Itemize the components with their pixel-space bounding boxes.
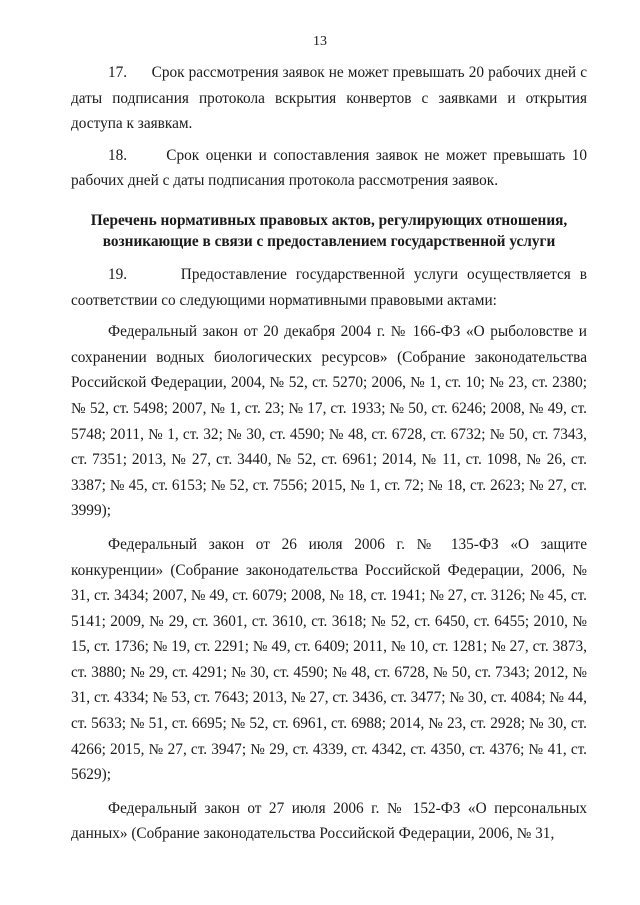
law-152-fz-paragraph: Федеральный закон от 27 июля 2006 г. № 152-ФЗ «О персональных данных» (Собрание законодательства Российской Федерации, 2006, № 31, [71,799,587,843]
law-135-fz-paragraph: Федеральный закон от 26 июля 2006 г. № 135-ФЗ «О защите конкуренции» (Собрание законодательства Российской Федерации, 2006, № 31, ст. 3434; 2007, № 49, ст. 6079; 2008, № 18, ст. 1941; № 27, ст. 3126; № 45, ст. 5141; 2009, № 29, ст. 3601, ст. 3610, ст. 3618; № 52, ст. 6450, ст. 6455; 2010, № 15, ст. 1736; № 19, ст. 2291; № 49, ст. 6409; 2011, № 10, ст. 1281; № 27, ст. 3873, ст. 3880; № 29, ст. 4291; № 30, ст. 4590; № 48, ст. 6728, № 50, ст. 7343; 2012, № 31, ст. 4334; № 53, ст. 7643; 2013, № 27, ст. 3436, ст. 3477; № 30, ст. 4084; № 44, ст. 5633; № 51, ст. 6695; № 52, ст. 6961, ст. 6988; 2014, № 23, ст. 2928; № 30, ст. 4266; 2015, № 27, ст. 3947; № 29, ст. 4339, ст. 4342, ст. 4350, ст. 4376; № 41, ст. 5629); [71,535,587,784]
paragraph-18: 18. Срок оценки и сопоставления заявок не может превышать 10 рабочих дней с даты подписания протокола рассмотрения заявок. [71,146,587,190]
document-body [71,60,587,847]
paragraph-17: 17. Срок рассмотрения заявок не может превышать 20 рабочих дней с даты подписания протокола вскрытия конвертов с заявками и открытия доступа к заявкам. [71,64,587,133]
law-166-fz-paragraph: Федеральный закон от 20 декабря 2004 г. № 166-ФЗ «О рыболовстве и сохранении водных биологических ресурсов» (Собрание законодательства Российской Федерации, 2004, № 52, ст. 5270; 2006, № 1, ст. 10; № 23, ст. 2380; № 52, ст. 5498; 2007, № 1, ст. 23; № 17, ст. 1933; № 50, ст. 6246; 2008, № 49, ст. 5748; 2011, № 1, ст. 32; № 30, ст. 4590; № 48, ст. 6728, ст. 6732; № 50, ст. 7343, ст. 7351; 2013, № 27, ст. 3440, № 52, ст. 6961; 2014, № 11, ст. 1098, № 26, ст. 3387; № 45, ст. 6153; № 52, ст. 7556; 2015, № 1, ст. 72; № 18, ст. 2623; № 27, ст. 3999); [71,323,587,520]
section-heading [71,210,587,252]
section-heading-line1: Перечень нормативных правовых актов, регулирующих отношения, [90,211,568,229]
page-number: 13 [313,34,327,49]
paragraph-19: 19. Предоставление государственной услуги осуществляется в соответствии со следующими нормативными правовыми актами: [71,265,587,309]
section-heading-line2: возникающие в связи с предоставлением государственной услуги [102,232,556,250]
